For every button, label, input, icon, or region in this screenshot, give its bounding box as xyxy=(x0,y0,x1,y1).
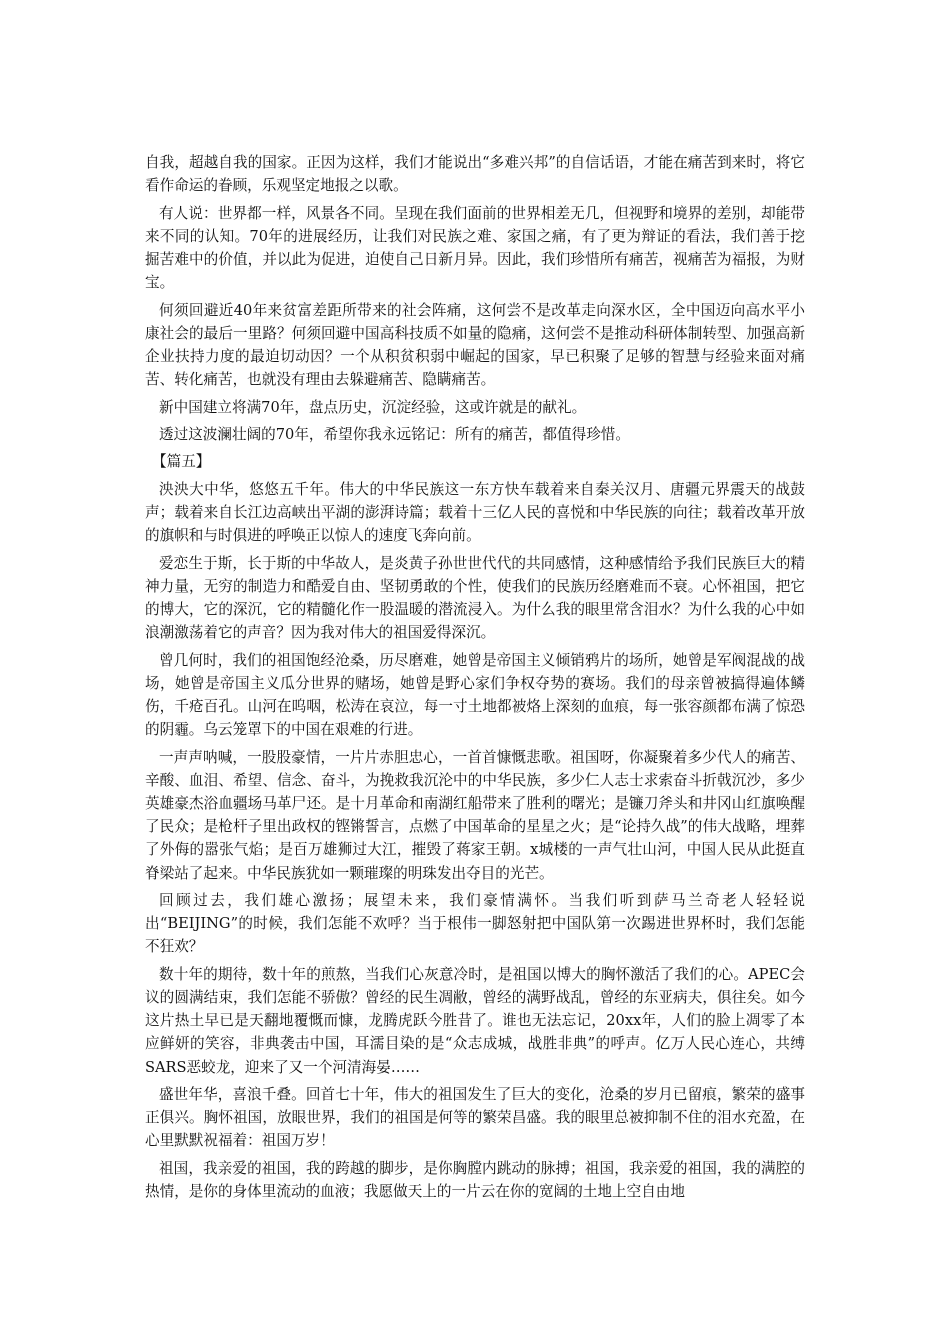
paragraph-9: 一声声呐喊，一股股豪情，一片片赤胆忠心，一首首慷慨悲歌。祖国呀，你凝聚着多少代人的痛苦、辛酸、血泪、希望、信念、奋斗，为挽救我沉沦中的中华民族，多少仁人志士求索奋斗折戟沉沙，多少英雄豪杰浴血疆场马革尸还。是十月革命和南湖红船带来了胜利的曙光；是镰刀斧头和井冈山红旗唤醒了民众；是枪杆子里出政权的铿锵誓言，点燃了中国革命的星星之火；是“论持久战”的伟大战略，埋葬了外侮的嚣张气焰；是百万雄狮过大江，摧毁了蒋家王朝。x城楼的一声气壮山河，中国人民从此挺直脊梁站了起来。中华民族犹如一颗璀璨的明珠发出夺目的光芒。 xyxy=(145,748,805,882)
paragraph-1: 自我，超越自我的国家。正因为这样，我们才能说出“多难兴邦”的自信话语，才能在痛苦到来时，将它看作命运的眷顾，乐观坚定地报之以歌。 xyxy=(145,154,805,195)
paragraph-12: 盛世年华，喜浪千叠。回首七十年，伟大的祖国发生了巨大的变化，沧桑的岁月已留痕，繁荣的盛事正俱兴。胸怀祖国，放眼世界，我们的祖国是何等的繁荣昌盛。我的眼里总被抑制不住的泪水充盈，在心里默默祝福着：祖国万岁！ xyxy=(145,1085,805,1150)
document-page xyxy=(145,151,805,1207)
paragraph-11: 数十年的期待，数十年的煎熬，当我们心灰意冷时，是祖国以博大的胸怀激活了我们的心。APEC会议的圆满结束，我们怎能不骄傲？曾经的民生凋敝，曾经的满野战乱，曾经的东亚病夫，俱往矣。如今这片热土早已是天翻地覆慨而慷，龙腾虎跃今胜昔了。谁也无法忘记，20xx年，人们的脸上凋零了本应鲜妍的笑容，非典袭击中国，耳濡目染的是“众志成城，战胜非典”的呼声。亿万人民心连心，共缚SARS恶蛟龙，迎来了又一个河清海晏…… xyxy=(145,965,805,1076)
paragraph-2: 有人说：世界都一样，风景各不同。呈现在我们面前的世界相差无几，但视野和境界的差别，却能带来不同的认知。70年的进展经历，让我们对民族之难、家国之痛，有了更为辩证的看法，我们善于挖掘苦难中的价值，并以此为促进，迫使自己日新月异。因此，我们珍惜所有痛苦，视痛苦为福报，为财宝。 xyxy=(145,204,805,292)
paragraph-4: 新中国建立将满70年，盘点历史，沉淀经验，这或许就是的献礼。 xyxy=(159,398,587,416)
paragraph-3: 何须回避近40年来贫富差距所带来的社会阵痛，这何尝不是改革走向深水区，全中国迈向高水平小康社会的最后一里路？何须回避中国高科技质不如量的隐痛，这何尝不是推动科研体制转型、加强高新企业扶持力度的最迫切动因？一个从积贫积弱中崛起的国家，早已积聚了足够的智慧与经验来面对痛苦、转化痛苦，也就没有理由去躲避痛苦、隐瞒痛苦。 xyxy=(145,301,805,389)
paragraph-6: 泱泱大中华，悠悠五千年。伟大的中华民族这一东方快车载着来自秦关汉月、唐疆元界震天的战鼓声；载着来自长江边高峡出平湖的澎湃诗篇；载着十三亿人民的喜悦和中华民族的向往；载着改革开放的旗帜和与时俱进的呼唤正以惊人的速度飞奔向前。 xyxy=(145,480,805,545)
paragraph-7: 爱恋生于斯，长于斯的中华故人，是炎黄子孙世世代代的共同感情，这种感情给予我们民族巨大的精神力量，无穷的制造力和酷爱自由、坚韧勇敢的个性，使我们的民族历经磨难而不衰。心怀祖国，把它的博大，它的深沉，它的精髓化作一股温暖的潜流浸入。为什么我的眼里常含泪水？为什么我的心中如浪潮激荡着它的声音？因为我对伟大的祖国爱得深沉。 xyxy=(145,554,805,642)
paragraph-10: 回顾过去，我们雄心激扬；展望未来，我们豪情满怀。当我们听到萨马兰奇老人轻轻说出“BEIJING”的时候，我们怎能不欢呼？当于根伟一脚怒射把中国队第一次踢进世界杯时，我们怎能不狂欢？ xyxy=(145,891,805,956)
section-heading: 【篇五】 xyxy=(152,453,211,471)
paragraph-5: 透过这波澜壮阔的70年，希望你我永远铭记：所有的痛苦，都值得珍惜。 xyxy=(159,425,630,443)
paragraph-13: 祖国，我亲爱的祖国，我的跨越的脚步，是你胸膛内跳动的脉搏；祖国，我亲爱的祖国，我的满腔的热情，是你的身体里流动的血液；我愿做天上的一片云在你的宽阔的土地上空自由地 xyxy=(145,1159,805,1200)
paragraph-8: 曾几何时，我们的祖国饱经沧桑，历尽磨难，她曾是帝国主义倾销鸦片的场所，她曾是军阀混战的战场，她曾是帝国主义瓜分世界的赌场，她曾是野心家们争权夺势的赛场。我们的母亲曾被搞得遍体鳞伤，千疮百孔。山河在呜咽，松涛在哀泣，每一寸土地都被烙上深刻的血痕，每一张容颜都布满了惊恐的阴霾。乌云笼罩下的中国在艰难的行进。 xyxy=(145,651,805,739)
